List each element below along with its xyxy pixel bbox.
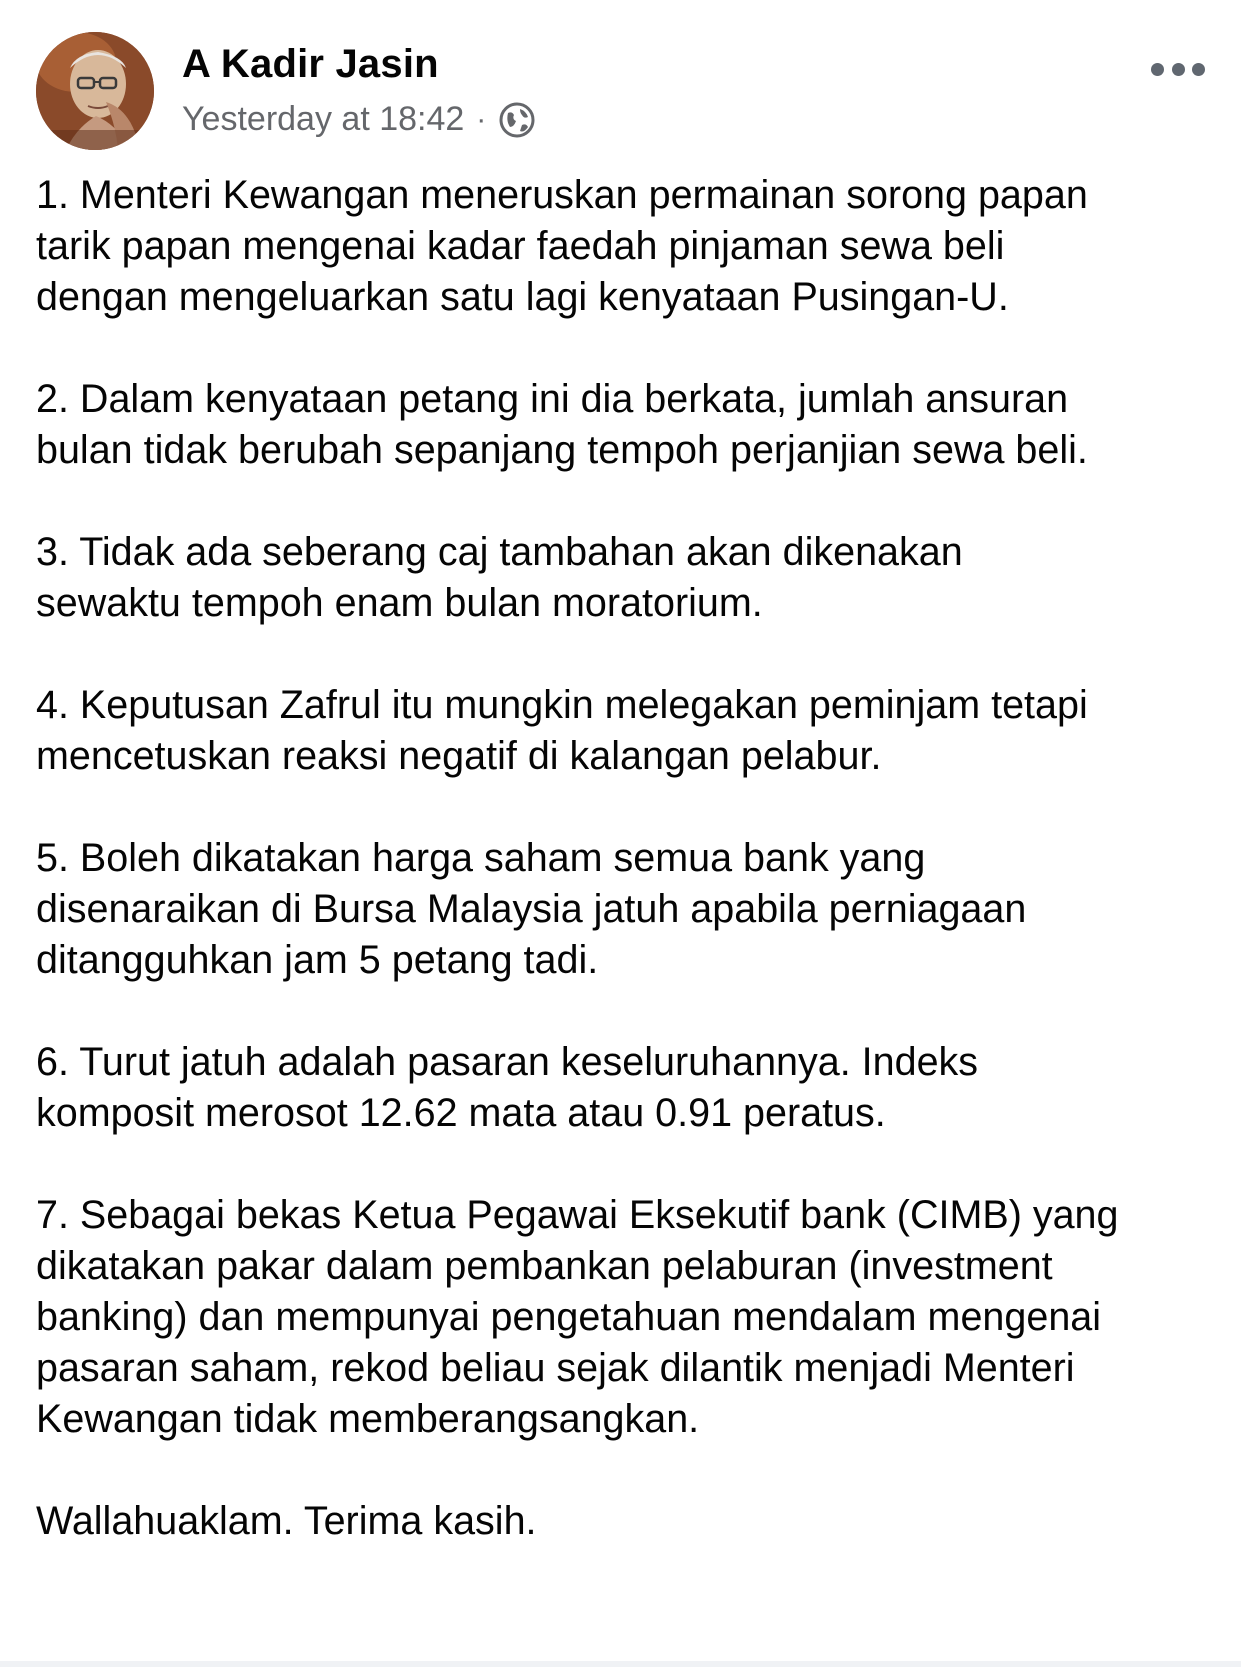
post-paragraph-3: 3. Tidak ada seberang caj tambahan akan dikenakan sewaktu tempoh enam bulan moratorium.	[36, 530, 963, 625]
post-paragraph-4: 4. Keputusan Zafrul itu mungkin melegakan peminjam tetapi mencetuskan reaksi negatif di kalangan pelabur.	[36, 683, 1088, 778]
more-options-icon[interactable]	[1151, 54, 1205, 84]
post-meta	[182, 100, 536, 139]
post-header	[36, 32, 1205, 154]
post-divider	[0, 1661, 1241, 1667]
author-name[interactable]: A Kadir Jasin	[182, 42, 439, 86]
post-paragraph-5: 5. Boleh dikatakan harga saham semua bank yang disenaraikan di Bursa Malaysia jatuh apabila perniagaan ditangguhkan jam 5 petang tadi.	[36, 836, 1027, 982]
post-timestamp[interactable]: Yesterday at 18:42	[182, 100, 465, 138]
post-paragraph-6: 6. Turut jatuh adalah pasaran keseluruhannya. Indeks komposit merosot 12.62 mata atau 0.91 peratus.	[36, 1040, 979, 1135]
globe-icon[interactable]	[498, 101, 536, 139]
post-paragraph-1: 1. Menteri Kewangan meneruskan permainan sorong papan tarik papan mengenai kadar faedah pinjaman sewa beli dengan mengeluarkan satu lagi kenyataan Pusingan-U.	[36, 173, 1088, 319]
post-closing: Wallahuaklam. Terima kasih.	[36, 1499, 537, 1543]
more-dot	[1192, 63, 1205, 76]
post-paragraph-2: 2. Dalam kenyataan petang ini dia berkata, jumlah ansuran bulan tidak berubah sepanjang tempoh perjanjian sewa beli.	[36, 377, 1088, 472]
post-paragraph-7: 7. Sebagai bekas Ketua Pegawai Eksekutif bank (CIMB) yang dikatakan pakar dalam pembankan pelaburan (investment banking) dan mempunyai pengetahuan mendalam mengenai pasaran saham, rekod beliau sejak dilantik menjadi Menteri Kewangan tidak memberangsangkan.	[36, 1193, 1119, 1441]
avatar-portrait	[36, 32, 154, 150]
meta-separator: ·	[476, 102, 487, 136]
more-dot	[1151, 63, 1164, 76]
post-body	[36, 170, 1216, 1547]
more-dot	[1172, 63, 1185, 76]
author-avatar[interactable]	[36, 32, 154, 150]
